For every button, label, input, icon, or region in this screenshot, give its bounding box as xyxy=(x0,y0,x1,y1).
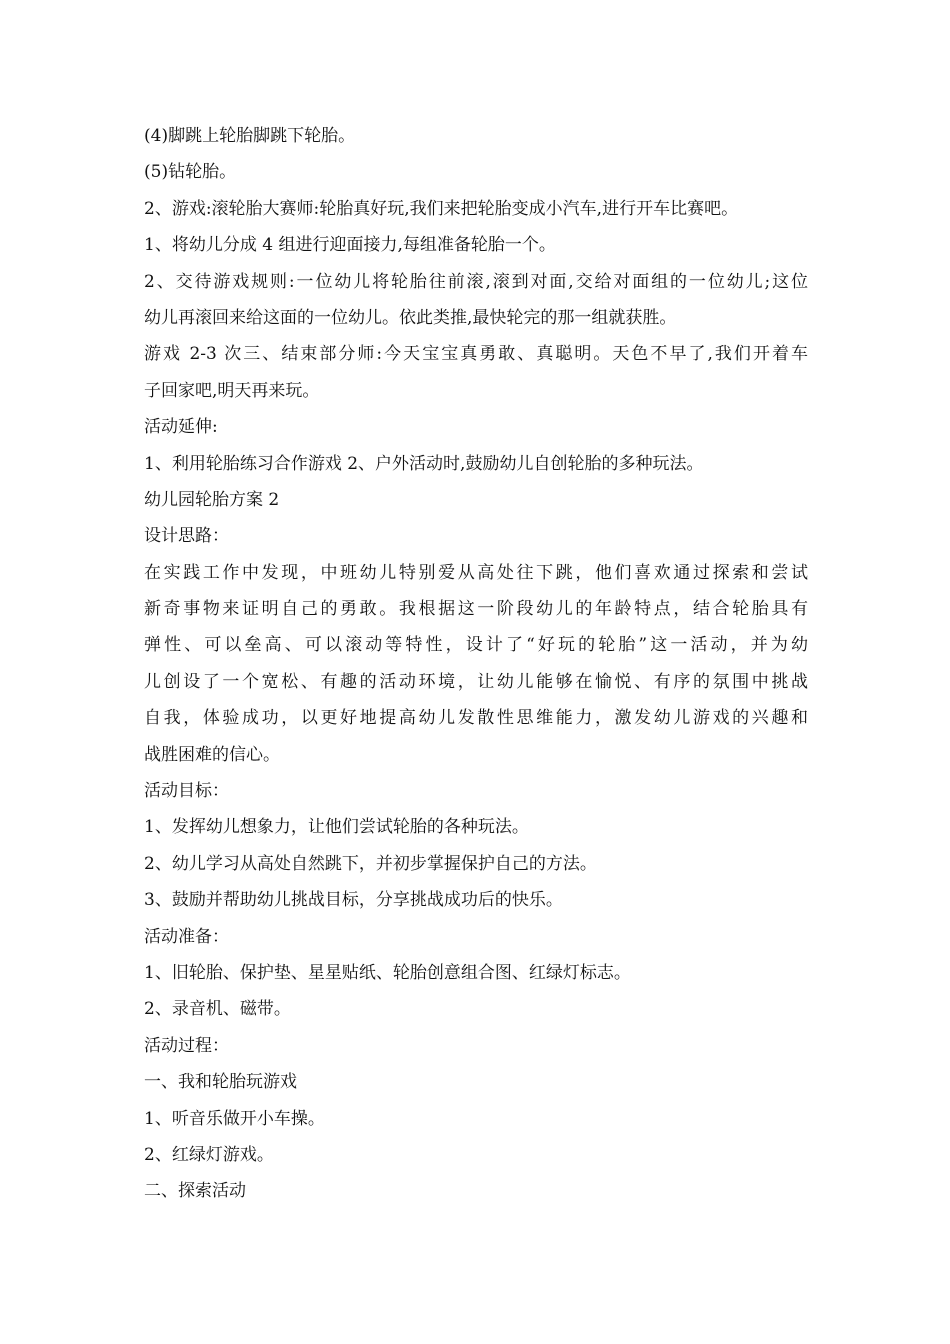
text-line: (5)钻轮胎。 xyxy=(144,162,237,183)
text-line: 战胜困难的信心。 xyxy=(144,744,280,765)
text-line: 1、发挥幼儿想象力，让他们尝试轮胎的各种玩法。 xyxy=(144,817,529,838)
text-line: 自我，体验成功，以更好地提高幼儿发散性思维能力，激发幼儿游戏的兴趣和 xyxy=(144,708,808,729)
text-line: 1、听音乐做开小车操。 xyxy=(144,1108,325,1129)
text-line: 子回家吧,明天再来玩。 xyxy=(144,380,320,401)
text-line: 2、红绿灯游戏。 xyxy=(144,1144,274,1165)
text-line: 活动目标： xyxy=(144,781,229,802)
text-line: 活动准备： xyxy=(144,926,229,947)
text-line: (4)脚跳上轮胎脚跳下轮胎。 xyxy=(144,126,356,146)
text-line: 2、录音机、磁带。 xyxy=(144,999,291,1020)
text-line: 游戏 2-3 次三、结束部分师:今天宝宝真勇敢、真聪明。天色不早了,我们开着车 xyxy=(144,344,808,365)
text-line: 活动过程： xyxy=(144,1035,229,1056)
text-line: 设计思路： xyxy=(144,526,229,547)
text-line: 2、交待游戏规则:一位幼儿将轮胎往前滚,滚到对面,交给对面组的一位幼儿;这位 xyxy=(144,271,808,292)
text-line: 活动延伸: xyxy=(144,417,218,438)
text-line: 弹性、可以垒高、可以滚动等特性，设计了“好玩的轮胎”这一活动，并为幼 xyxy=(144,635,808,656)
text-line: 幼儿再滚回来给这面的一位幼儿。依此类推,最快轮完的那一组就获胜。 xyxy=(144,307,677,328)
text-line: 2、游戏:滚轮胎大赛师:轮胎真好玩,我们来把轮胎变成小汽车,进行开车比赛吧。 xyxy=(144,198,739,219)
text-line: 1、利用轮胎练习合作游戏 2、户外活动时,鼓励幼儿自创轮胎的多种玩法。 xyxy=(144,453,704,474)
text-line: 1、旧轮胎、保护垫、星星贴纸、轮胎创意组合图、红绿灯标志。 xyxy=(144,962,631,983)
text-line: 儿创设了一个宽松、有趣的活动环境，让幼儿能够在愉悦、有序的氛围中挑战 xyxy=(144,671,808,692)
text-line: 新奇事物来证明自己的勇敢。我根据这一阶段幼儿的年龄特点，结合轮胎具有 xyxy=(144,599,808,620)
text-line: 二、探索活动 xyxy=(144,1181,246,1202)
text-line: 2、幼儿学习从高处自然跳下，并初步掌握保护自己的方法。 xyxy=(144,853,597,874)
text-line: 一、我和轮胎玩游戏 xyxy=(144,1072,297,1093)
document-body xyxy=(144,118,808,1210)
text-line: 幼儿园轮胎方案 2 xyxy=(144,489,280,510)
text-line: 3、鼓励并帮助幼儿挑战目标，分享挑战成功后的快乐。 xyxy=(144,890,563,911)
text-line: 在实践工作中发现，中班幼儿特别爱从高处往下跳，他们喜欢通过探索和尝试 xyxy=(144,562,808,583)
text-line: 1、将幼儿分成 4 组进行迎面接力,每组准备轮胎一个。 xyxy=(144,235,556,256)
